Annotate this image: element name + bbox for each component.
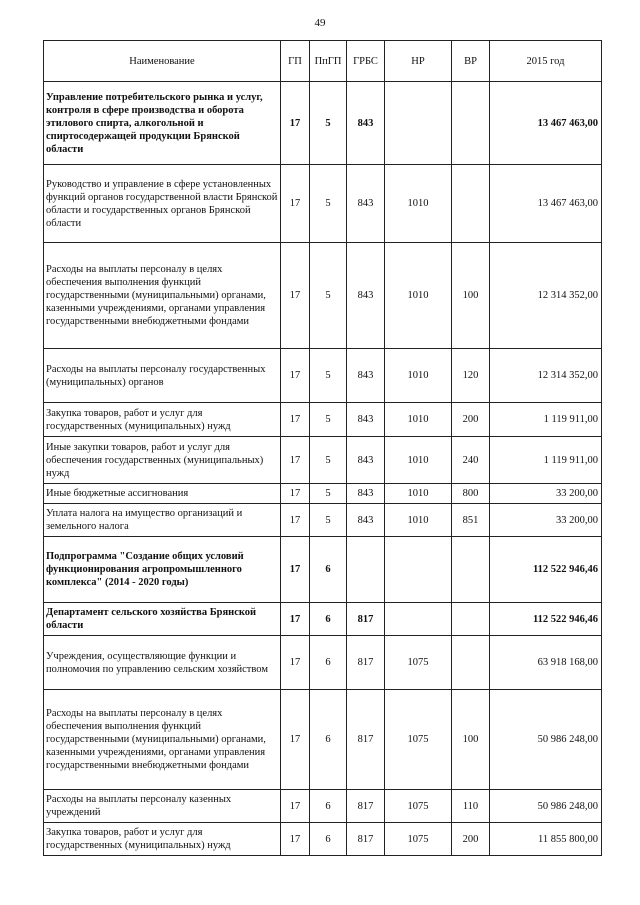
header-ppgp: ПпГП [310, 41, 347, 82]
cell-ppgp: 5 [310, 165, 347, 243]
cell-ppgp: 6 [310, 690, 347, 790]
cell-vr [452, 537, 490, 603]
table-row [44, 537, 602, 603]
table-body [44, 82, 602, 856]
table-row [44, 82, 602, 165]
cell-nr [385, 603, 452, 636]
cell-amount: 63 918 168,00 [490, 636, 602, 690]
cell-nr: 1010 [385, 165, 452, 243]
cell-name: Закупка товаров, работ и услуг для государственных (муниципальных) нужд [44, 823, 281, 856]
table-row [44, 504, 602, 537]
table-row [44, 636, 602, 690]
cell-vr: 100 [452, 690, 490, 790]
cell-amount: 112 522 946,46 [490, 603, 602, 636]
page-number: 49 [314, 17, 326, 29]
cell-amount: 50 986 248,00 [490, 790, 602, 823]
cell-vr [452, 636, 490, 690]
cell-vr: 240 [452, 437, 490, 484]
cell-vr: 200 [452, 403, 490, 437]
cell-nr: 1075 [385, 823, 452, 856]
cell-name: Расходы на выплаты персоналу в целях обеспечения выполнения функций государственными (муниципальными) органами, казенными учреждениями, органами управления государственными внебюджетными фондами [44, 690, 281, 790]
cell-gp: 17 [281, 504, 310, 537]
cell-grbs: 843 [347, 82, 385, 165]
table-row [44, 243, 602, 349]
cell-name: Иные закупки товаров, работ и услуг для обеспечения государственных (муниципальных) нужд [44, 437, 281, 484]
cell-gp: 17 [281, 243, 310, 349]
table-row [44, 823, 602, 856]
cell-name: Руководство и управление в сфере установленных функций органов государственной власти Брянской области и государственных органов Брянской области [44, 165, 281, 243]
cell-name: Расходы на выплаты персоналу казенных учреждений [44, 790, 281, 823]
cell-nr: 1010 [385, 403, 452, 437]
cell-ppgp: 5 [310, 243, 347, 349]
table-row [44, 603, 602, 636]
header-name: Наименование [44, 41, 281, 82]
cell-amount: 13 467 463,00 [490, 82, 602, 165]
cell-gp: 17 [281, 82, 310, 165]
cell-nr: 1075 [385, 636, 452, 690]
cell-ppgp: 5 [310, 82, 347, 165]
cell-grbs: 843 [347, 484, 385, 504]
cell-name: Иные бюджетные ассигнования [44, 484, 281, 504]
cell-grbs: 843 [347, 437, 385, 484]
cell-grbs [347, 537, 385, 603]
cell-ppgp: 6 [310, 603, 347, 636]
header-nr: НР [385, 41, 452, 82]
cell-gp: 17 [281, 823, 310, 856]
cell-vr [452, 165, 490, 243]
cell-ppgp: 5 [310, 504, 347, 537]
cell-ppgp: 5 [310, 349, 347, 403]
cell-nr: 1010 [385, 504, 452, 537]
cell-name: Учреждения, осуществляющие функции и полномочия по управлению сельским хозяйством [44, 636, 281, 690]
cell-vr: 200 [452, 823, 490, 856]
cell-amount: 1 119 911,00 [490, 437, 602, 484]
cell-gp: 17 [281, 537, 310, 603]
cell-vr: 100 [452, 243, 490, 349]
table-row [44, 790, 602, 823]
cell-ppgp: 6 [310, 790, 347, 823]
cell-grbs: 817 [347, 823, 385, 856]
cell-name: Управление потребительского рынка и услуг, контроля в сфере производства и оборота этилового спирта, алкогольной и спиртосодержащей продукции Брянской области [44, 82, 281, 165]
cell-gp: 17 [281, 437, 310, 484]
cell-gp: 17 [281, 403, 310, 437]
cell-nr [385, 537, 452, 603]
cell-grbs: 817 [347, 603, 385, 636]
table-row [44, 403, 602, 437]
header-gp: ГП [281, 41, 310, 82]
cell-grbs: 843 [347, 243, 385, 349]
cell-name: Департамент сельского хозяйства Брянской области [44, 603, 281, 636]
cell-ppgp: 5 [310, 403, 347, 437]
cell-vr: 800 [452, 484, 490, 504]
cell-grbs: 817 [347, 690, 385, 790]
cell-grbs: 817 [347, 790, 385, 823]
cell-gp: 17 [281, 349, 310, 403]
cell-name: Расходы на выплаты персоналу в целях обеспечения выполнения функций государственными (муниципальными) органами, казенными учреждениями, органами управления государственными внебюджетными фондами [44, 243, 281, 349]
cell-nr: 1010 [385, 349, 452, 403]
cell-vr: 120 [452, 349, 490, 403]
cell-nr [385, 82, 452, 165]
table-row [44, 690, 602, 790]
table-row [44, 437, 602, 484]
cell-name: Уплата налога на имущество организаций и земельного налога [44, 504, 281, 537]
cell-amount: 13 467 463,00 [490, 165, 602, 243]
cell-grbs: 843 [347, 165, 385, 243]
cell-name: Подпрограмма "Создание общих условий функционирования агропромышленного комплекса" (2014 - 2020 годы) [44, 537, 281, 603]
cell-nr: 1010 [385, 484, 452, 504]
cell-amount: 33 200,00 [490, 484, 602, 504]
cell-amount: 33 200,00 [490, 504, 602, 537]
cell-ppgp: 6 [310, 636, 347, 690]
cell-amount: 11 855 800,00 [490, 823, 602, 856]
header-vr: ВР [452, 41, 490, 82]
cell-grbs: 843 [347, 403, 385, 437]
cell-nr: 1010 [385, 437, 452, 484]
cell-gp: 17 [281, 603, 310, 636]
cell-ppgp: 6 [310, 537, 347, 603]
header-amount: 2015 год [490, 41, 602, 82]
cell-vr: 110 [452, 790, 490, 823]
table-row [44, 349, 602, 403]
cell-vr: 851 [452, 504, 490, 537]
cell-vr [452, 82, 490, 165]
cell-amount: 50 986 248,00 [490, 690, 602, 790]
table-row [44, 165, 602, 243]
header-row [44, 41, 602, 82]
cell-grbs: 843 [347, 504, 385, 537]
cell-nr: 1075 [385, 690, 452, 790]
cell-amount: 12 314 352,00 [490, 349, 602, 403]
cell-gp: 17 [281, 790, 310, 823]
cell-nr: 1075 [385, 790, 452, 823]
cell-amount: 1 119 911,00 [490, 403, 602, 437]
cell-nr: 1010 [385, 243, 452, 349]
cell-gp: 17 [281, 484, 310, 504]
cell-vr [452, 603, 490, 636]
cell-gp: 17 [281, 636, 310, 690]
cell-name: Расходы на выплаты персоналу государственных (муниципальных) органов [44, 349, 281, 403]
cell-amount: 12 314 352,00 [490, 243, 602, 349]
cell-ppgp: 5 [310, 484, 347, 504]
cell-ppgp: 6 [310, 823, 347, 856]
header-grbs: ГРБС [347, 41, 385, 82]
cell-grbs: 817 [347, 636, 385, 690]
cell-ppgp: 5 [310, 437, 347, 484]
cell-name: Закупка товаров, работ и услуг для государственных (муниципальных) нужд [44, 403, 281, 437]
table-row [44, 484, 602, 504]
cell-gp: 17 [281, 690, 310, 790]
cell-gp: 17 [281, 165, 310, 243]
cell-amount: 112 522 946,46 [490, 537, 602, 603]
cell-grbs: 843 [347, 349, 385, 403]
budget-table [43, 40, 602, 856]
